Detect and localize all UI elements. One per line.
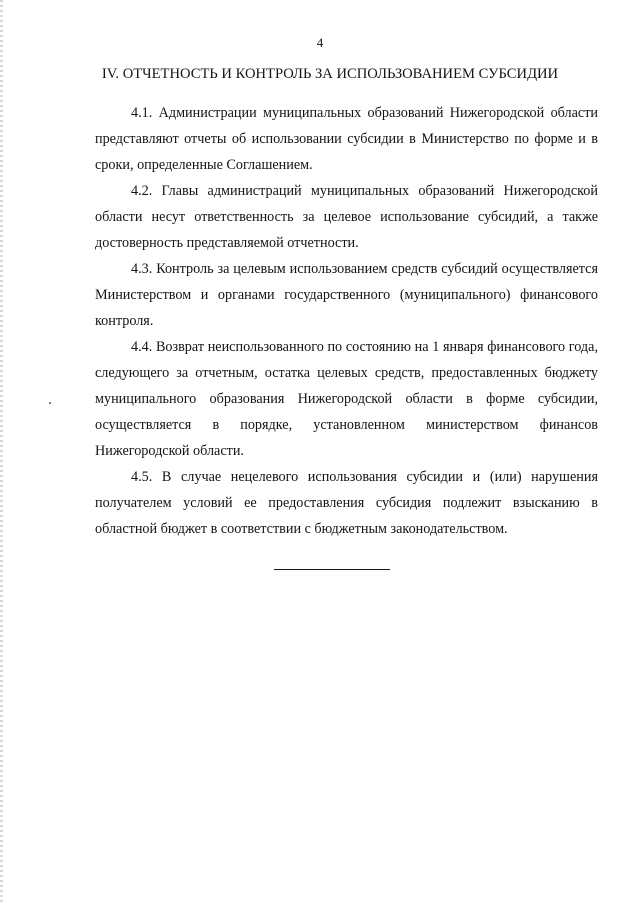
paragraph-4-1: 4.1. Администрации муниципальных образований Нижегородской области представляют отчеты об использовании субсидии в Министерство по форме и в сроки, определенные Соглашением.	[95, 105, 598, 173]
paragraph-4-3: 4.3. Контроль за целевым использованием средств субсидий осуществляется Министерством и органами государственного (муниципального) финансового контроля.	[95, 261, 598, 329]
end-separator-line	[274, 569, 390, 570]
document-body	[95, 100, 598, 542]
page-number: 4	[316, 35, 324, 50]
paragraph-4-2: 4.2. Главы администраций муниципальных образований Нижегородской области несут ответственность за целевое использование субсидий, а также достоверность представляемой отчетности.	[95, 183, 598, 251]
paragraph-4-4: 4.4. Возврат неиспользованного по состоянию на 1 января финансового года, следующего за отчетным, остатка целевых средств, предоставленных бюджету муниципального образования Нижегородской области в форме субсидии, осуществляется в порядке, установленном министерством финансов Нижегородской области.	[95, 339, 598, 459]
section-title: IV. ОТЧЕТНОСТЬ И КОНТРОЛЬ ЗА ИСПОЛЬЗОВАНИЕМ СУБСИДИИ	[101, 66, 559, 82]
scan-edge	[0, 0, 3, 905]
paragraph-4-5: 4.5. В случае нецелевого использования субсидии и (или) нарушения получателем условий ее предоставления субсидия подлежит взысканию в областной бюджет в соответствии с бюджетным законодательством.	[95, 469, 598, 537]
scan-speck	[49, 402, 51, 404]
